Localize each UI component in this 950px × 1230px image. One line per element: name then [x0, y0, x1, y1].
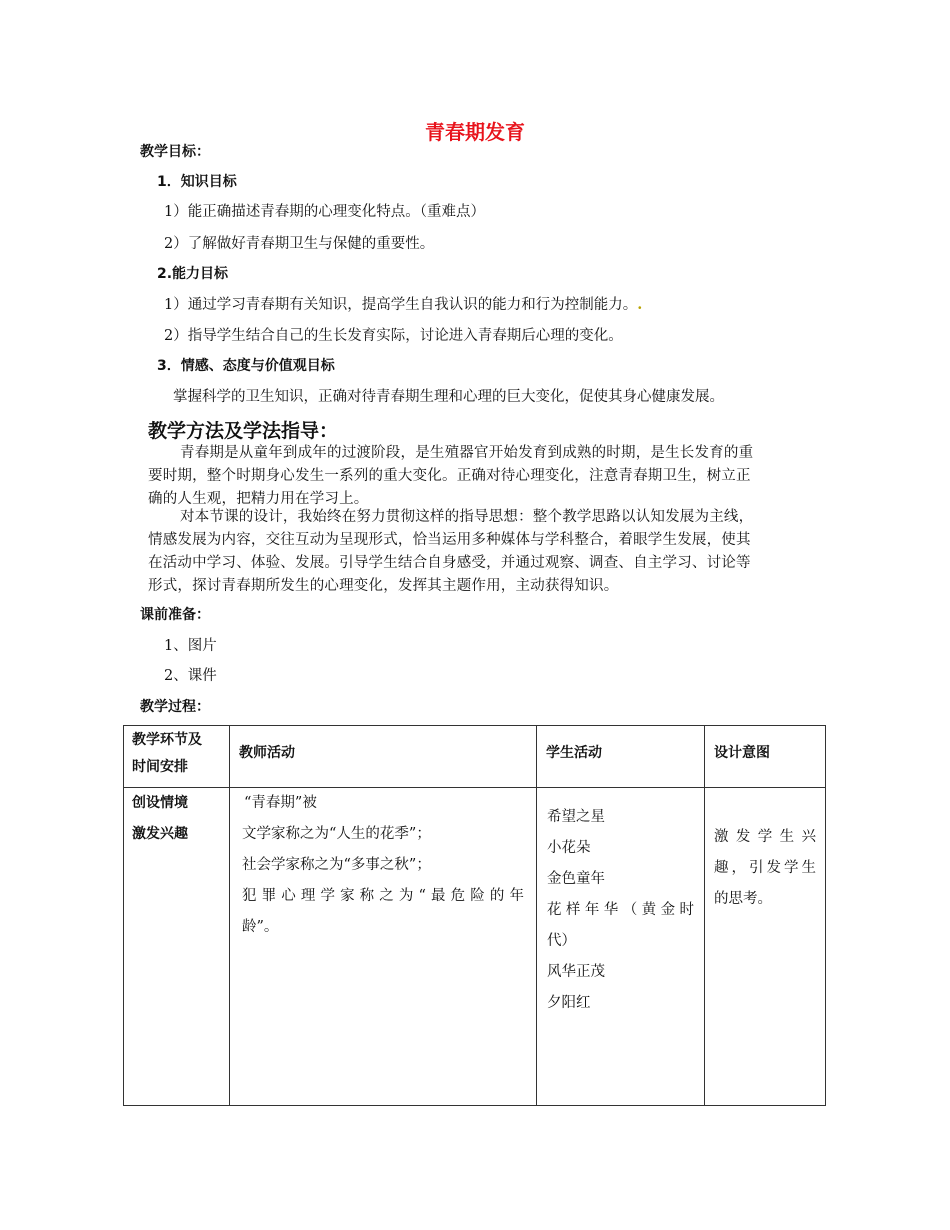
preparation-item-2: 2、课件 [164, 668, 217, 684]
intent-line: 趣，引发学生 [714, 860, 816, 876]
ability-item-1: 1）通过学习青春期有关知识，提高学生自我认识的能力和行为控制能力。. [164, 296, 643, 313]
method-paragraph-2: 对本节课的设计，我始终在努力贯彻这样的指导思想：整个教学思路以认知发展为主线， 情感发展为内容，交往互动为呈现形式，恰当运用多种媒体与学科整合，着眼学生发展，使其 在活动中学习、体验、发展。引导学生结合自身感受，并通过观察、调查、自主学习、讨论等 形式，探讨青春期所发生的心理变化，发挥其主题作用，主动获得知识。 [148, 509, 754, 594]
student-line: 风华正茂 [547, 964, 605, 980]
lesson-process-table [123, 725, 826, 1106]
teacher-line: 犯罪心理学家称之为“最危险的年 [242, 888, 524, 904]
objectives-heading: 教学目标： [140, 144, 210, 160]
stage-cell [124, 788, 230, 1106]
header-intent: 设计意图 [714, 745, 770, 761]
stage-line2: 激发兴趣 [132, 826, 188, 842]
design-intent-cell [705, 788, 826, 1106]
intent-line: 激发学生兴 [714, 829, 816, 845]
knowledge-heading: 1．知识目标 [157, 174, 237, 190]
process-heading: 教学过程： [140, 699, 210, 715]
method-heading: 教学方法及学法指导： [148, 420, 339, 442]
emotion-text: 掌握科学的卫生知识，正确对待青春期生理和心理的巨大变化，促使其身心健康发展。 [173, 389, 724, 405]
teacher-activity-cell [230, 788, 537, 1106]
teacher-line: 龄”。 [242, 919, 279, 935]
header-intent-cell [705, 726, 826, 788]
preparation-item-1: 1、图片 [164, 638, 217, 654]
header-student-cell [537, 726, 705, 788]
preparation-heading: 课前准备： [140, 607, 210, 623]
student-line: 希望之星 [547, 809, 605, 825]
ability-item-2: 2）指导学生结合自己的生长发育实际，讨论进入青春期后心理的变化。 [164, 328, 623, 344]
student-line: 金色童年 [547, 871, 605, 887]
student-activity-cell [537, 788, 705, 1106]
teacher-line: 社会学家称之为“多事之秋”； [242, 857, 431, 873]
header-teacher: 教师活动 [239, 745, 295, 761]
teacher-line: 文学家称之为“人生的花季”； [242, 826, 431, 842]
table-row [124, 788, 826, 1106]
header-teacher-cell [230, 726, 537, 788]
knowledge-item-2: 2）了解做好青春期卫生与保健的重要性。 [164, 236, 435, 252]
teacher-line: “青春期”被 [244, 795, 317, 811]
header-stage-line2: 时间安排 [132, 759, 188, 775]
student-line: 夕阳红 [547, 995, 591, 1011]
table-header-row [124, 726, 826, 788]
header-student: 学生活动 [546, 745, 602, 761]
method-paragraph-1: 青春期是从童年到成年的过渡阶段，是生殖器官开始发育到成熟的时期，是生长发育的重 要时期，整个时期身心发生一系列的重大变化。正确对待心理变化，注意青春期卫生，树立正 确的人生观，把精力用在学习上。 [148, 445, 754, 507]
page-title: 青春期发育 [425, 120, 525, 144]
student-line: 小花朵 [547, 840, 591, 856]
emotion-heading: 3．情感、态度与价值观目标 [157, 358, 335, 374]
header-stage-cell [124, 726, 230, 788]
ability-heading: 2.能力目标 [157, 266, 229, 282]
intent-line: 的思考。 [714, 891, 772, 907]
stage-line1: 创设情境 [132, 795, 188, 811]
student-line: 代） [547, 933, 576, 949]
student-line: 花样年华（黄金时 [547, 902, 694, 918]
knowledge-item-1: 1）能正确描述青春期的心理变化特点。（重难点） [164, 204, 485, 220]
header-stage-line1: 教学环节及 [132, 732, 202, 748]
